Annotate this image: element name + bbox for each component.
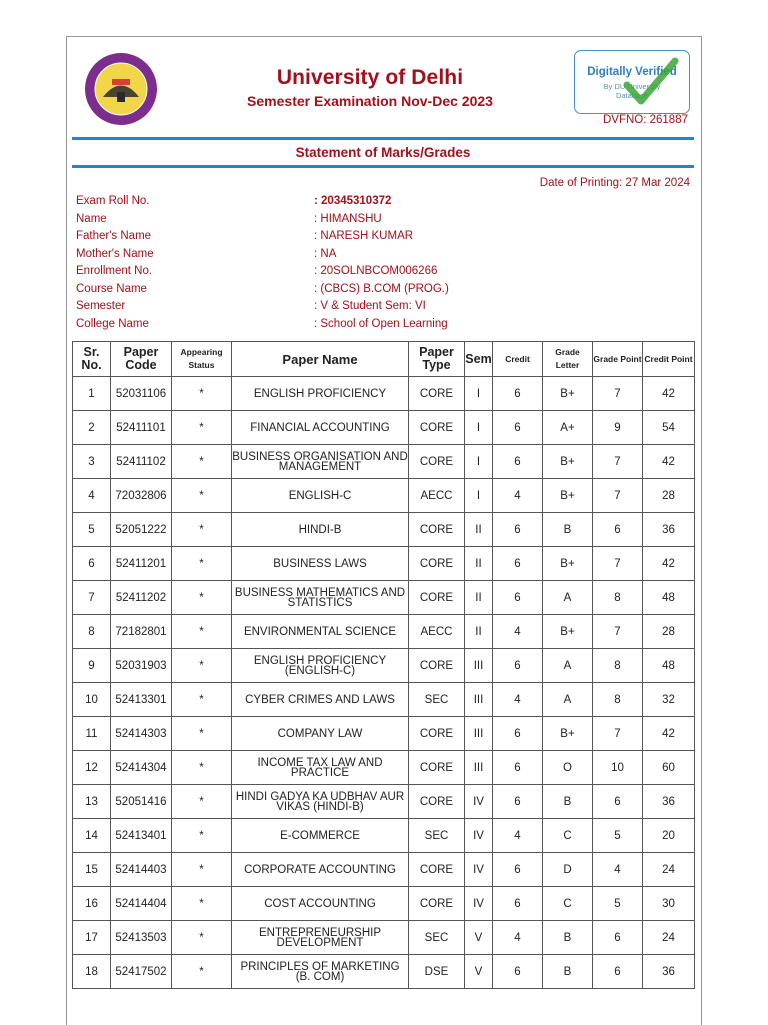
exam-subtitle: Semester Examination Nov-Dec 2023: [247, 93, 493, 109]
appearing-status-cell: *: [172, 887, 232, 921]
sem-cell: V: [465, 955, 493, 989]
col-header-paper-name: Paper Name: [232, 342, 409, 377]
paper-code-cell: 52411101: [111, 411, 172, 445]
credit-point-cell: 48: [643, 649, 695, 683]
paper-code-cell: 52414303: [111, 717, 172, 751]
table-row: [73, 819, 695, 853]
paper-type-cell: AECC: [409, 615, 465, 649]
credit-point-cell: 42: [643, 547, 695, 581]
appearing-status-cell: *: [172, 377, 232, 411]
credit-point-cell: 24: [643, 921, 695, 955]
grade-letter-cell: A: [543, 683, 593, 717]
paper-type-cell: CORE: [409, 445, 465, 479]
table-row: [73, 445, 695, 479]
credit-point-cell: 20: [643, 819, 695, 853]
grade-point-cell: 6: [593, 921, 643, 955]
col-header-paper-type: Paper Type: [409, 342, 465, 377]
sr-no-cell: 12: [73, 751, 111, 785]
grade-point-cell: 5: [593, 887, 643, 921]
credit-point-cell: 60: [643, 751, 695, 785]
appearing-status-cell: *: [172, 819, 232, 853]
grade-letter-cell: B+: [543, 377, 593, 411]
paper-code-cell: 52051222: [111, 513, 172, 547]
credit-cell: 6: [493, 785, 543, 819]
grade-point-cell: 7: [593, 445, 643, 479]
table-row: [73, 649, 695, 683]
paper-name-cell: BUSINESS MATHEMATICS AND STATISTICS: [232, 581, 409, 615]
grade-point-cell: 7: [593, 547, 643, 581]
sem-cell: III: [465, 683, 493, 717]
sr-no-cell: 13: [73, 785, 111, 819]
credit-cell: 4: [493, 921, 543, 955]
credit-cell: 6: [493, 547, 543, 581]
table-row: [73, 513, 695, 547]
sr-no-cell: 16: [73, 887, 111, 921]
paper-name-cell: BUSINESS LAWS: [232, 547, 409, 581]
grade-point-cell: 5: [593, 819, 643, 853]
appearing-status-cell: *: [172, 479, 232, 513]
header-divider-bottom: [72, 165, 694, 168]
credit-point-cell: 36: [643, 785, 695, 819]
paper-type-cell: SEC: [409, 819, 465, 853]
paper-code-cell: 52413503: [111, 921, 172, 955]
credit-cell: 6: [493, 751, 543, 785]
grade-letter-cell: B+: [543, 445, 593, 479]
field-value: : NA: [314, 247, 337, 260]
sem-cell: II: [465, 615, 493, 649]
table-row: [73, 377, 695, 411]
appearing-status-cell: *: [172, 717, 232, 751]
grade-point-cell: 6: [593, 785, 643, 819]
paper-code-cell: 52051416: [111, 785, 172, 819]
paper-name-cell: HINDI-B: [232, 513, 409, 547]
table-header-row: [73, 342, 695, 377]
student-details: [76, 194, 676, 334]
student-row-semester: [76, 299, 676, 317]
table-row: [73, 785, 695, 819]
appearing-status-cell: *: [172, 615, 232, 649]
grade-point-cell: 9: [593, 411, 643, 445]
paper-code-cell: 52414404: [111, 887, 172, 921]
paper-code-cell: 52414403: [111, 853, 172, 887]
field-value: : NARESH KUMAR: [314, 230, 414, 242]
grade-letter-cell: B+: [543, 615, 593, 649]
table-row: [73, 887, 695, 921]
field-label: Mother's Name: [76, 247, 154, 260]
table-row: [73, 411, 695, 445]
paper-type-cell: CORE: [409, 547, 465, 581]
student-row-course: [76, 282, 676, 300]
credit-cell: 4: [493, 683, 543, 717]
paper-type-cell: CORE: [409, 785, 465, 819]
checkmark-icon: [619, 55, 679, 111]
grade-letter-cell: B: [543, 921, 593, 955]
field-value: : HIMANSHU: [314, 212, 382, 225]
col-header-sr-no: Sr. No.: [73, 342, 111, 377]
paper-code-cell: 52031106: [111, 377, 172, 411]
sem-cell: IV: [465, 853, 493, 887]
credit-point-cell: 36: [643, 955, 695, 989]
grade-point-cell: 7: [593, 615, 643, 649]
col-header-credit-point: Credit Point: [643, 342, 695, 377]
paper-code-cell: 52414304: [111, 751, 172, 785]
appearing-status-cell: *: [172, 411, 232, 445]
field-value: : 20345310372: [314, 195, 392, 207]
credit-point-cell: 28: [643, 479, 695, 513]
appearing-status-cell: *: [172, 751, 232, 785]
university-title: University of Delhi: [276, 66, 464, 89]
table-row: [73, 615, 695, 649]
col-header-paper-code: Paper Code: [111, 342, 172, 377]
grade-point-cell: 7: [593, 479, 643, 513]
sem-cell: II: [465, 581, 493, 615]
credit-point-cell: 32: [643, 683, 695, 717]
paper-code-cell: 72182801: [111, 615, 172, 649]
paper-type-cell: CORE: [409, 751, 465, 785]
statement-title: Statement of Marks/Grades: [295, 145, 471, 160]
grade-letter-cell: B: [543, 785, 593, 819]
field-value: : 20SOLNBCOM006266: [314, 265, 438, 277]
sr-no-cell: 1: [73, 377, 111, 411]
sr-no-cell: 4: [73, 479, 111, 513]
sem-cell: II: [465, 513, 493, 547]
table-row: [73, 581, 695, 615]
sr-no-cell: 9: [73, 649, 111, 683]
table-row: [73, 683, 695, 717]
paper-name-cell: CORPORATE ACCOUNTING: [232, 853, 409, 887]
sem-cell: I: [465, 377, 493, 411]
credit-cell: 6: [493, 717, 543, 751]
credit-cell: 6: [493, 445, 543, 479]
sem-cell: I: [465, 445, 493, 479]
col-header-appearing-status: Appearing Status: [172, 342, 232, 377]
grade-point-cell: 7: [593, 377, 643, 411]
field-value: : (CBCS) B.COM (PROG.): [314, 282, 449, 295]
paper-name-cell: ENTREPRENEURSHIP DEVELOPMENT: [232, 921, 409, 955]
sem-cell: V: [465, 921, 493, 955]
paper-name-cell: HINDI GADYA KA UDBHAV AUR VIKAS (HINDI-B): [232, 785, 409, 819]
paper-type-cell: CORE: [409, 513, 465, 547]
grade-point-cell: 8: [593, 649, 643, 683]
field-label: Name: [76, 212, 107, 225]
student-row-father: [76, 229, 676, 247]
sem-cell: I: [465, 479, 493, 513]
paper-type-cell: CORE: [409, 411, 465, 445]
grade-letter-cell: C: [543, 819, 593, 853]
sr-no-cell: 17: [73, 921, 111, 955]
field-label: Semester: [76, 300, 126, 312]
sem-cell: III: [465, 649, 493, 683]
grade-point-cell: 7: [593, 717, 643, 751]
field-label: Father's Name: [76, 230, 152, 242]
credit-cell: 6: [493, 377, 543, 411]
sr-no-cell: 11: [73, 717, 111, 751]
paper-name-cell: ENVIRONMENTAL SCIENCE: [232, 615, 409, 649]
paper-type-cell: CORE: [409, 581, 465, 615]
university-seal-icon: [84, 52, 158, 126]
badge-main-text: Digitally Verified: [587, 66, 677, 78]
grade-point-cell: 6: [593, 513, 643, 547]
table-row: [73, 955, 695, 989]
grade-letter-cell: B+: [543, 479, 593, 513]
grade-letter-cell: B: [543, 513, 593, 547]
table-row: [73, 751, 695, 785]
appearing-status-cell: *: [172, 785, 232, 819]
grade-point-cell: 4: [593, 853, 643, 887]
credit-point-cell: 42: [643, 377, 695, 411]
appearing-status-cell: *: [172, 581, 232, 615]
col-header-sem: Sem: [465, 342, 493, 377]
appearing-status-cell: *: [172, 955, 232, 989]
table-row: [73, 853, 695, 887]
header-divider-top: [72, 137, 694, 140]
sr-no-cell: 8: [73, 615, 111, 649]
sem-cell: II: [465, 547, 493, 581]
paper-name-cell: BUSINESS ORGANISATION AND MANAGEMENT: [232, 445, 409, 479]
sem-cell: IV: [465, 785, 493, 819]
table-row: [73, 717, 695, 751]
paper-name-cell: FINANCIAL ACCOUNTING: [232, 411, 409, 445]
paper-name-cell: CYBER CRIMES AND LAWS: [232, 683, 409, 717]
sr-no-cell: 3: [73, 445, 111, 479]
paper-type-cell: DSE: [409, 955, 465, 989]
sr-no-cell: 18: [73, 955, 111, 989]
dvfno-number: DVFNO: 261887: [602, 114, 688, 126]
sr-no-cell: 15: [73, 853, 111, 887]
field-label: Enrollment No.: [76, 265, 153, 277]
col-header-grade-point: Grade Point: [593, 342, 643, 377]
credit-point-cell: 42: [643, 445, 695, 479]
paper-name-cell: INCOME TAX LAW AND PRACTICE: [232, 751, 409, 785]
credit-cell: 4: [493, 615, 543, 649]
paper-code-cell: 52411202: [111, 581, 172, 615]
credit-point-cell: 48: [643, 581, 695, 615]
paper-code-cell: 52417502: [111, 955, 172, 989]
appearing-status-cell: *: [172, 853, 232, 887]
credit-point-cell: 42: [643, 717, 695, 751]
grade-letter-cell: A: [543, 649, 593, 683]
paper-name-cell: E-COMMERCE: [232, 819, 409, 853]
paper-code-cell: 52413401: [111, 819, 172, 853]
paper-type-cell: CORE: [409, 377, 465, 411]
paper-code-cell: 52031903: [111, 649, 172, 683]
paper-name-cell: ENGLISH PROFICIENCY: [232, 377, 409, 411]
student-row-roll: [76, 194, 676, 212]
paper-type-cell: SEC: [409, 683, 465, 717]
badge-sub-line2: Database: [615, 91, 649, 100]
sr-no-cell: 2: [73, 411, 111, 445]
credit-cell: 6: [493, 581, 543, 615]
credit-cell: 6: [493, 887, 543, 921]
sem-cell: IV: [465, 887, 493, 921]
grade-point-cell: 8: [593, 683, 643, 717]
field-label: College Name: [76, 317, 149, 330]
student-row-name: [76, 212, 676, 230]
paper-name-cell: ENGLISH PROFICIENCY (ENGLISH-C): [232, 649, 409, 683]
grade-letter-cell: B+: [543, 717, 593, 751]
marks-table-body: [73, 377, 695, 989]
paper-name-cell: COMPANY LAW: [232, 717, 409, 751]
credit-point-cell: 28: [643, 615, 695, 649]
credit-point-cell: 36: [643, 513, 695, 547]
appearing-status-cell: *: [172, 513, 232, 547]
sem-cell: III: [465, 717, 493, 751]
paper-code-cell: 52411201: [111, 547, 172, 581]
paper-type-cell: SEC: [409, 921, 465, 955]
credit-point-cell: 24: [643, 853, 695, 887]
appearing-status-cell: *: [172, 547, 232, 581]
sr-no-cell: 10: [73, 683, 111, 717]
paper-name-cell: ENGLISH-C: [232, 479, 409, 513]
grade-point-cell: 8: [593, 581, 643, 615]
sem-cell: IV: [465, 819, 493, 853]
paper-code-cell: 52411102: [111, 445, 172, 479]
grade-letter-cell: O: [543, 751, 593, 785]
student-row-enrollment: [76, 264, 676, 282]
table-row: [73, 921, 695, 955]
appearing-status-cell: *: [172, 683, 232, 717]
table-row: [73, 547, 695, 581]
field-label: Course Name: [76, 282, 147, 295]
grade-letter-cell: C: [543, 887, 593, 921]
table-row: [73, 479, 695, 513]
grade-point-cell: 10: [593, 751, 643, 785]
col-header-grade-letter: Grade Letter: [543, 342, 593, 377]
field-value: : V & Student Sem: VI: [314, 300, 426, 312]
credit-cell: 6: [493, 853, 543, 887]
appearing-status-cell: *: [172, 649, 232, 683]
paper-type-cell: CORE: [409, 649, 465, 683]
credit-point-cell: 30: [643, 887, 695, 921]
col-header-credit: Credit: [493, 342, 543, 377]
paper-type-cell: CORE: [409, 887, 465, 921]
appearing-status-cell: *: [172, 921, 232, 955]
student-row-mother: [76, 247, 676, 265]
field-label: Exam Roll No.: [76, 195, 150, 207]
paper-type-cell: AECC: [409, 479, 465, 513]
paper-code-cell: 72032806: [111, 479, 172, 513]
paper-type-cell: CORE: [409, 717, 465, 751]
grade-letter-cell: D: [543, 853, 593, 887]
sr-no-cell: 6: [73, 547, 111, 581]
paper-name-cell: PRINCIPLES OF MARKETING (B. COM): [232, 955, 409, 989]
sr-no-cell: 14: [73, 819, 111, 853]
field-value: : School of Open Learning: [314, 317, 448, 330]
grade-letter-cell: A+: [543, 411, 593, 445]
paper-name-cell: COST ACCOUNTING: [232, 887, 409, 921]
credit-cell: 4: [493, 819, 543, 853]
credit-cell: 6: [493, 955, 543, 989]
sem-cell: III: [465, 751, 493, 785]
digitally-verified-badge: [574, 50, 690, 114]
marks-table: [72, 341, 695, 989]
sr-no-cell: 5: [73, 513, 111, 547]
student-row-college: [76, 317, 676, 335]
paper-type-cell: CORE: [409, 853, 465, 887]
grade-letter-cell: B+: [543, 547, 593, 581]
credit-cell: 6: [493, 649, 543, 683]
paper-code-cell: 52413301: [111, 683, 172, 717]
grade-letter-cell: B: [543, 955, 593, 989]
badge-sub-line1: By DU University: [603, 82, 661, 91]
grade-letter-cell: A: [543, 581, 593, 615]
sr-no-cell: 7: [73, 581, 111, 615]
appearing-status-cell: *: [172, 445, 232, 479]
sem-cell: I: [465, 411, 493, 445]
credit-cell: 4: [493, 479, 543, 513]
credit-point-cell: 54: [643, 411, 695, 445]
date-of-printing: Date of Printing: 27 Mar 2024: [539, 177, 690, 189]
grade-point-cell: 6: [593, 955, 643, 989]
credit-cell: 6: [493, 513, 543, 547]
credit-cell: 6: [493, 411, 543, 445]
